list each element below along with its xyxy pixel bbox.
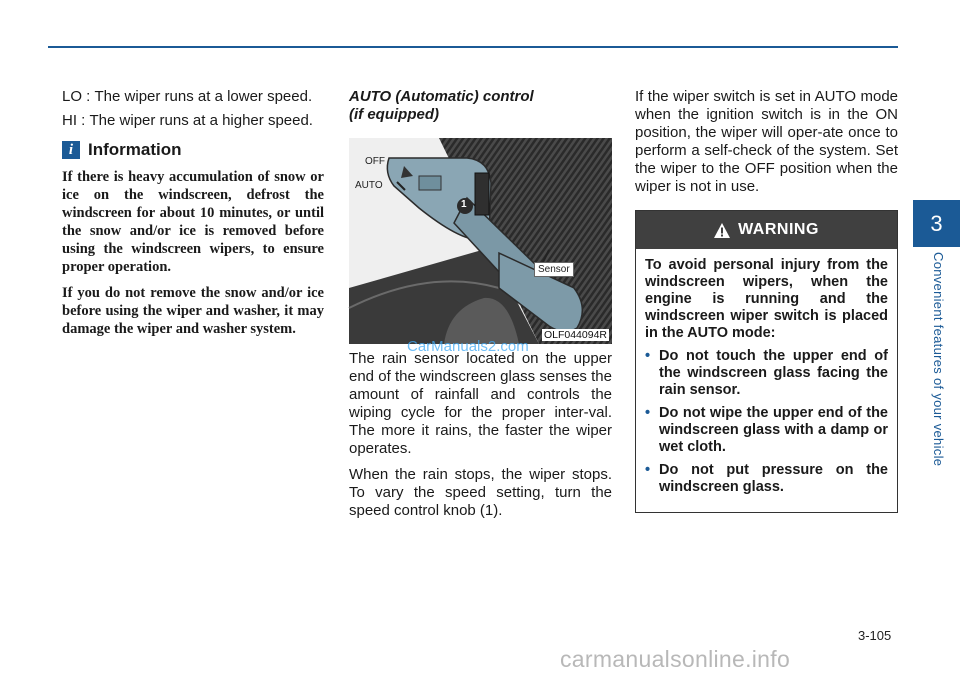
section-heading: AUTO (Automatic) control (if equipped) <box>349 88 534 123</box>
site-watermark: carmanualsonline.info <box>560 646 791 672</box>
wiper-switch-illustration <box>349 138 612 344</box>
hi-desc: The wiper runs at a higher speed. <box>89 112 313 129</box>
figure-code: OLF044094R <box>543 329 607 341</box>
hi-term: HI : <box>62 112 90 129</box>
information-paragraph-1: If there is heavy accumulation of snow or ice on the windscreen, defrost the windscreen for about 10 minutes, or until the snow and/or ice is removed before using the windscreen wipers, to ensure proper operation. <box>62 169 324 275</box>
info-icon: i <box>62 141 80 159</box>
lo-desc: The wiper runs at a lower speed. <box>94 88 313 105</box>
page-number: 3-105 <box>858 628 892 643</box>
warning-bullet <box>645 348 888 399</box>
information-heading <box>62 140 324 160</box>
wiper-switch-figure <box>349 138 612 355</box>
warning-title: WARNING <box>738 221 819 238</box>
warning-bullet-text: Do not put pressure on the windscreen glass. <box>659 462 888 495</box>
warning-bullet-text: Do not touch the upper end of the windscreen glass facing the rain sensor. <box>659 348 888 398</box>
warning-body <box>636 249 897 512</box>
knob-number: 1 <box>461 199 467 210</box>
lo-definition <box>62 88 324 106</box>
warning-header <box>636 211 897 249</box>
chapter-title-text: Convenient features of your vehicle <box>931 252 946 467</box>
chapter-tab[interactable]: 3 <box>913 200 960 247</box>
column-left <box>62 88 324 346</box>
column-middle <box>349 88 612 528</box>
bullet-dot: • <box>645 348 651 364</box>
column-right <box>635 88 898 513</box>
off-label: OFF <box>365 156 385 167</box>
bullet-dot: • <box>645 462 651 478</box>
auto-label: AUTO <box>355 180 383 191</box>
warning-bullet <box>645 462 888 496</box>
top-rule <box>48 46 898 48</box>
lo-term: LO : <box>62 88 95 105</box>
information-paragraph-2: If you do not remove the snow and/or ice before using the wiper and washer, it may damage the wiper and washer system. <box>62 285 324 337</box>
hi-definition <box>62 112 324 130</box>
sensor-callout: Sensor <box>534 262 574 277</box>
warning-bullet-text: Do not wipe the upper end of the windscreen glass with a damp or wet cloth. <box>659 405 888 455</box>
warning-bullet <box>645 405 888 456</box>
warning-triangle-icon <box>714 223 730 238</box>
bullet-dot: • <box>645 405 651 421</box>
chapter-title <box>924 252 948 492</box>
figure-watermark: CarManuals2.com <box>407 338 529 355</box>
auto-mode-paragraph: If the wiper switch is set in AUTO mode when the ignition switch is in the ON position, the wiper will oper-ate once to perform a self-check of the system. Set the wiper to the OFF position when the wiper is not in use. <box>635 88 898 195</box>
rain-sensor-paragraph: The rain sensor located on the upper end of the windscreen glass senses the amount of rainfall and controls the wiping cycle for the proper inter-val. The more it rains, the faster the wiper operates. <box>349 350 612 457</box>
warning-intro: To avoid personal injury from the windscreen wipers, when the engine is running and the windscreen wiper switch is placed in the AUTO mode: <box>645 257 888 341</box>
rain-stops-paragraph: When the rain stops, the wiper stops. To vary the speed setting, turn the speed control knob (1). <box>349 466 612 519</box>
warning-box <box>635 210 898 513</box>
information-title: Information <box>88 140 182 159</box>
